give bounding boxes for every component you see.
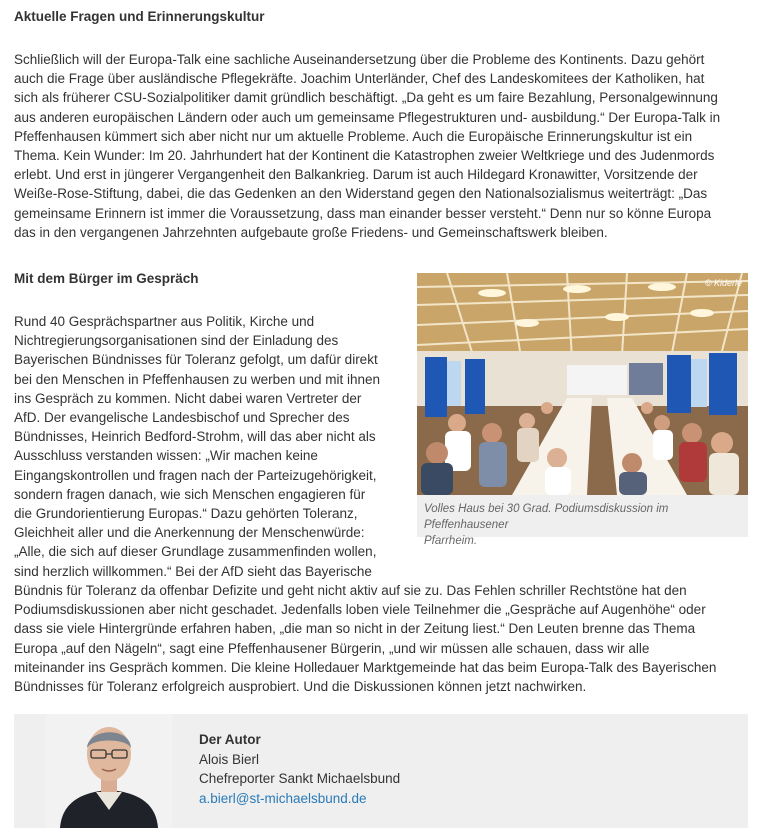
text-line: Europa „auf den Nägeln“, sagt eine Pfeffenhausener Bürgerin, „und wir müssen alle schauen, dass wir alle — [14, 640, 650, 656]
figure-caption — [424, 501, 742, 549]
text-line: Weiße-Rose-Stiftung, dabei, die das Gedenken an den Widerstand gegen den Nationalsozialismus weiterträgt: „Das — [14, 186, 708, 202]
section-heading-buerger: Mit dem Bürger im Gespräch — [14, 271, 199, 286]
text-line: Podiumsdiskussionen aber nicht geschadet. Jedenfalls loben viele Teilnehmer die „Gespräche auf Augenhöhe“ oder — [14, 602, 706, 618]
text-line: Gleichheit aller und die Anerkennung der Menschenwürde: — [14, 525, 365, 541]
text-line: Pfeffenhausen kümmert sich aber nicht nur um aktuelle Probleme. Auch die Europäische Erinnerungskultur ist ein — [14, 128, 693, 144]
text-line: Schließlich will der Europa-Talk eine sachliche Auseinandersetzung über die Probleme des Kontinents. Dazu gehört — [14, 52, 705, 67]
text-line: bei den Menschen in Pfeffenhausen zu werben und mit ihnen — [14, 371, 381, 387]
article-figure — [417, 273, 748, 547]
text-line: AfD. Der evangelische Landesbischof und Sprecher des — [14, 410, 350, 426]
text-line: miteinander ins Gespräch kommen. Die kleine Holledauer Marktgemeinde hat das beim Europa-Talk des Bayerischen — [14, 659, 717, 675]
text-line: aus anderen europäischen Ländern oder auch um gemeinsame Pflegestrukturen und- ausbildung.“ Der Europa-Talk in — [14, 109, 721, 125]
text-line: sich als früherer CSU-Sozialpolitiker damit gründlich beschäftigt. „Da geht es um faire Bezahlung, Personalgewinnung — [14, 90, 718, 106]
section-heading-erinnerungskultur: Aktuelle Fragen und Erinnerungskultur — [14, 9, 265, 24]
text-line: erlebt. Und erst in jüngerer Vergangenheit den Balkankrieg. Darum ist auch Hildegard Kronawitter, Vorsitzende der — [14, 167, 698, 183]
text-line: Nichtregierungsorganisationen sind der Einladung des — [14, 333, 339, 349]
text-line: Bündnis für Toleranz da offenbar Defizite und geht nicht aktiv auf sie zu. Das Fehlen schriller Rechtstöne hat den — [14, 583, 687, 598]
paragraph-buerger-narrow — [14, 312, 409, 581]
author-label: Der Autor — [199, 732, 261, 747]
text-line: gemeinsame Erinnern ist immer die Voraussetzung, dass man einander besser versteht.“ Denn nur so könne Europa — [14, 205, 712, 221]
text-line: sondern fragen danach, wie sich Menschen engagieren für — [14, 486, 366, 502]
text-line: Bündnisses, Heinrich Bedford-Strohm, will das aber nicht als — [14, 429, 376, 445]
text-line: das in den vergangenen Jahrzehnten aufgebaute große Friedens- und Gemeinschaftswerk bleiben. — [14, 224, 608, 240]
text-line: dass sie viele Hintergründe erfahren haben, „die man so nicht in der Zeitung liest.“ Den Leuten brenne das Thema — [14, 621, 696, 637]
paragraph-buerger-wide — [14, 581, 754, 696]
author-email-link[interactable]: a.bierl@st-michaelsbund.de — [199, 790, 367, 806]
text-line: „Alle, die sich auf dieser Grundlage zusammenfinden wollen, — [14, 544, 377, 560]
text-line: Rund 40 Gesprächspartner aus Politik, Kirche und — [14, 314, 315, 329]
text-line: ins Gespräch zu kommen. Nicht dabei waren Vertreter der — [14, 390, 362, 406]
text-line: Thema. Kein Wunder: Im 20. Jahrhundert hat der Kontinent die Katastrophen zweier Weltkriege und des Judenmords — [14, 148, 715, 164]
text-line: Bayerischen Bündnisses für Toleranz gefolgt, um dafür direkt — [14, 352, 378, 368]
author-info — [199, 730, 400, 808]
paragraph-erinnerungskultur — [14, 50, 754, 242]
caption-line: Volles Haus bei 30 Grad. Podiumsdiskussion im Pfeffenhausener — [424, 503, 669, 531]
event-photo[interactable] — [417, 273, 748, 495]
text-line: auch die Frage über ausländische Pflegekräfte. Joachim Unterländer, Chef des Landeskomitees der Katholiken, hat — [14, 71, 705, 87]
photo-credit: © Kiderle — [704, 278, 742, 288]
text-line: Bündnisses für Toleranz erfolgreich ausprobiert. Und die Diskussionen können jetzt nachwirken. — [14, 679, 587, 695]
author-avatar — [46, 714, 172, 828]
text-line: Ausschluss verstanden wissen: „Wir machen keine — [14, 448, 318, 464]
caption-line: Pfarrheim. — [424, 535, 478, 547]
author-box — [14, 714, 748, 828]
text-line: die Grundorientierung Europas.“ Dazu gehörten Toleranz, — [14, 506, 358, 522]
text-line: Eingangskontrollen und fragen nach der Parteizugehörigkeit, — [14, 467, 377, 483]
author-name: Alois Bierl — [199, 751, 260, 767]
text-line: sind herzlich willkommen.“ Bei der AfD sieht das Bayerische — [14, 563, 372, 579]
author-role: Chefreporter Sankt Michaelsbund — [199, 771, 401, 786]
